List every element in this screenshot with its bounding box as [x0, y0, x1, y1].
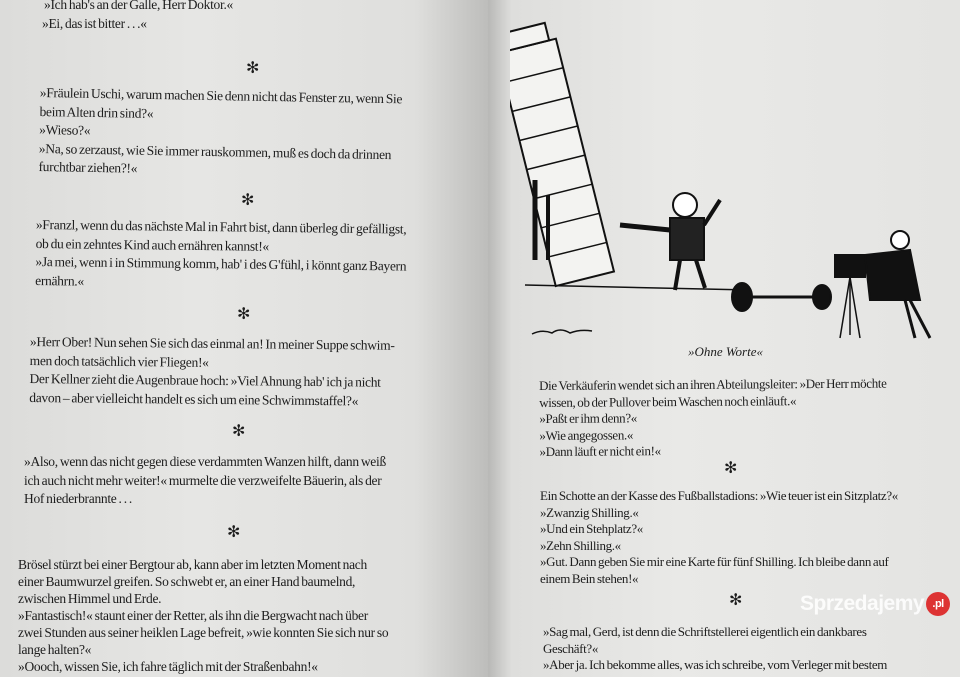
text-line: ob du ein zehntes Kind auch ernähren kannst!« — [35, 235, 270, 254]
separator-asterisk: ✻ — [724, 458, 738, 477]
separator-asterisk: ✻ — [729, 590, 743, 609]
text-line: Brösel stürzt bei einer Bergtour ab, kann aber im letzten Moment nach — [18, 557, 367, 572]
text-line: »Ich hab's an der Galle, Herr Doktor.« — [44, 0, 233, 12]
text-line: »Sag mal, Gerd, ist denn die Schriftstellerei eigentlich ein dankbares — [543, 624, 867, 639]
text-line: »Herr Ober! Nun sehen Sie sich das einmal an! In meiner Suppe schwim- — [29, 333, 395, 353]
text-line: furchtbar ziehen?!« — [38, 158, 138, 176]
text-line: »Oooch, wissen Sie, ich fahre täglich mit der Straßenbahn!« — [18, 659, 318, 674]
text-line: »Aber ja. Ich bekomme alles, was ich schreibe, vom Verleger mit bestem — [543, 657, 888, 672]
text-line: »Fräulein Uschi, warum machen Sie denn nicht das Fenster zu, wenn Sie — [39, 84, 403, 107]
text-line: »Paßt er ihm denn?« — [539, 410, 637, 426]
text-line: ernährn.« — [35, 272, 84, 289]
text-line: Ein Schotte an der Kasse des Fußballstadions: »Wie teuer ist ein Sitzplatz?« — [540, 488, 898, 503]
watermark — [800, 592, 950, 616]
joke-7 — [539, 376, 887, 461]
joke-6 — [18, 556, 388, 675]
strongman-drawing — [620, 193, 720, 290]
joke-5 — [24, 453, 386, 509]
text-line: »Na, so zerzaust, wie Sie immer rauskommen, muß es doch da drinnen — [38, 140, 392, 162]
artist-signature — [532, 330, 592, 334]
text-line: »Und ein Stehplatz?« — [540, 521, 643, 536]
joke-8 — [540, 488, 898, 587]
text-line: lange halten?« — [18, 642, 92, 657]
text-line: Hof niederbrannte . . . — [24, 491, 132, 506]
text-line: wissen, ob der Pullover beim Waschen noch einläuft.« — [539, 392, 797, 410]
joke-9 — [543, 624, 887, 674]
joke-4 — [29, 333, 394, 411]
separator-asterisk: ✻ — [246, 58, 260, 77]
text-line: »Ja mei, wenn i in Stimmung komm, hab' i des G'fühl, i könnt ganz Bayern — [35, 253, 407, 274]
text-line: ich auch nicht mehr weiter!« murmelte die verzweifelte Bäuerin, als der — [24, 472, 382, 488]
text-line: Die Verkäuferin wendet sich an ihren Abteilungsleiter: »Der Herr möchte — [539, 375, 887, 393]
cartoon-illustration — [510, 0, 950, 340]
text-line: »Also, wenn das nicht gegen diese verdammten Wanzen hilft, dann weiß — [24, 454, 386, 469]
watermark-badge: .pl — [926, 592, 950, 616]
text-line: »Franzl, wenn du das nächste Mal in Fahrt bist, dann überleg dir gefälligst, — [35, 216, 407, 237]
text-line: zwei Stunden aus seiner heiklen Lage befreit, »wie konnten Sie sich nur so — [18, 625, 389, 640]
joke-3 — [35, 216, 407, 295]
separator-asterisk: ✻ — [227, 522, 241, 541]
separator-asterisk: ✻ — [232, 421, 246, 440]
photographer-drawing — [835, 231, 930, 338]
text-line: einer Baumwurzel greifen. So schwebt er, an einer Hand baumelnd, — [18, 574, 356, 589]
leaning-tower-drawing — [510, 21, 614, 286]
text-line: »Wieso?« — [39, 121, 91, 138]
text-line: »Gut. Dann geben Sie mir eine Karte für fünf Shilling. Ich bleibe dann auf — [540, 554, 889, 569]
text-line: einem Bein stehen!« — [540, 570, 639, 586]
text-line: davon – aber vielleicht handelt es sich um eine Schwimmstaffel?« — [29, 389, 359, 408]
separator-asterisk: ✻ — [241, 190, 255, 209]
joke-2 — [38, 84, 402, 183]
text-line: »Fantastisch!« staunt einer der Retter, als ihn die Bergwacht nach über — [18, 608, 368, 623]
watermark-text: Sprzedajemy — [800, 592, 925, 615]
joke-1 — [44, 0, 233, 33]
text-line: »Zwanzig Shilling.« — [540, 504, 639, 520]
text-line: zwischen Himmel und Erde. — [18, 591, 162, 606]
separator-asterisk: ✻ — [237, 304, 251, 323]
text-line: men doch tatsächlich vier Fliegen!« — [29, 352, 209, 370]
text-line: »Wie angegossen.« — [539, 426, 634, 443]
illustration-caption: »Ohne Worte« — [688, 344, 763, 359]
text-line: Geschäft?« — [543, 640, 598, 656]
barbell-drawing — [732, 283, 831, 311]
text-line: »Zehn Shilling.« — [540, 537, 621, 553]
text-line: beim Alten drin sind?« — [39, 103, 154, 121]
text-line: Der Kellner zieht die Augenbraue hoch: »Viel Ahnung hab' ich ja nicht — [29, 370, 381, 390]
text-line: »Dann läuft er nicht ein!« — [539, 443, 661, 459]
text-line: »Ei, das ist bitter . . .« — [42, 15, 147, 31]
